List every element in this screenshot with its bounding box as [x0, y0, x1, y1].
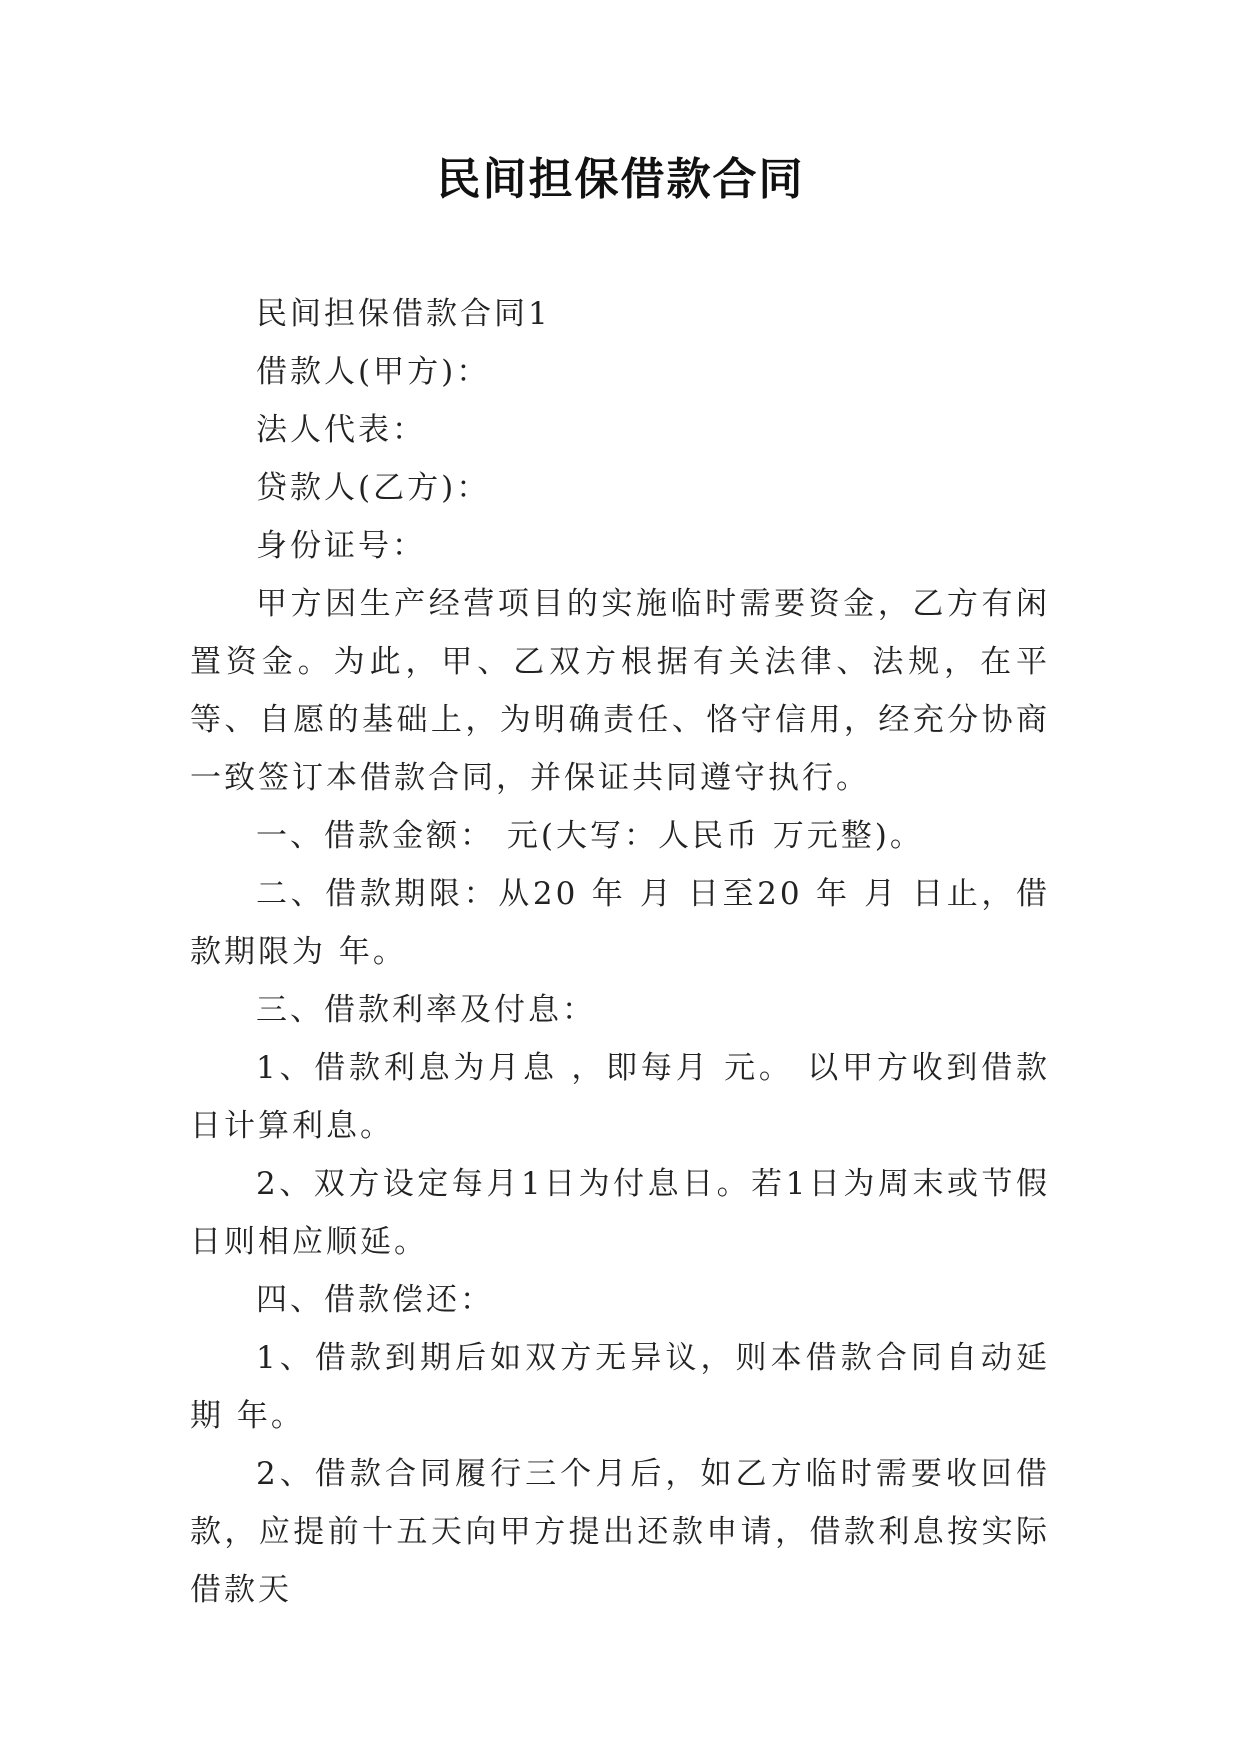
clause-term: 二、借款期限：从20 年 月 日至20 年 月 日止，借款期限为 年。 — [190, 876, 1050, 970]
legal-rep-line: 法人代表： — [256, 412, 426, 448]
document-body — [190, 285, 1050, 1619]
clause-interest-2: 2、双方设定每月1日为付息日。若1日为周末或节假日则相应顺延。 — [190, 1166, 1050, 1260]
clause-interest-1: 1、借款利息为月息 ，即每月 元。 以甲方收到借款日计算利息。 — [190, 1050, 1050, 1144]
id-number-line: 身份证号： — [256, 528, 426, 564]
clause-repayment-1: 1、借款到期后如双方无异议，则本借款合同自动延期 年。 — [190, 1340, 1050, 1434]
clause-interest-heading: 三、借款利率及付息： — [256, 992, 596, 1028]
document-title: 民间担保借款合同 — [436, 154, 805, 205]
borrower-line: 借款人(甲方)： — [256, 354, 491, 390]
clause-repayment-2: 2、借款合同履行三个月后，如乙方临时需要收回借款，应提前十五天向甲方提出还款申请，借款利息按实际借款天 — [190, 1456, 1050, 1608]
lender-line: 贷款人(乙方)： — [256, 470, 491, 506]
clause-repayment-heading: 四、借款偿还： — [256, 1282, 494, 1318]
preamble-paragraph: 甲方因生产经营项目的实施临时需要资金，乙方有闲置资金。为此，甲、乙双方根据有关法律、法规，在平等、自愿的基础上，为明确责任、恪守信用，经充分协商一致签订本借款合同，并保证共同遵守执行。 — [190, 586, 1050, 796]
clause-amount: 一、借款金额： 元(大写：人民币 万元整)。 — [256, 818, 924, 854]
contract-heading: 民间担保借款合同1 — [256, 296, 551, 332]
